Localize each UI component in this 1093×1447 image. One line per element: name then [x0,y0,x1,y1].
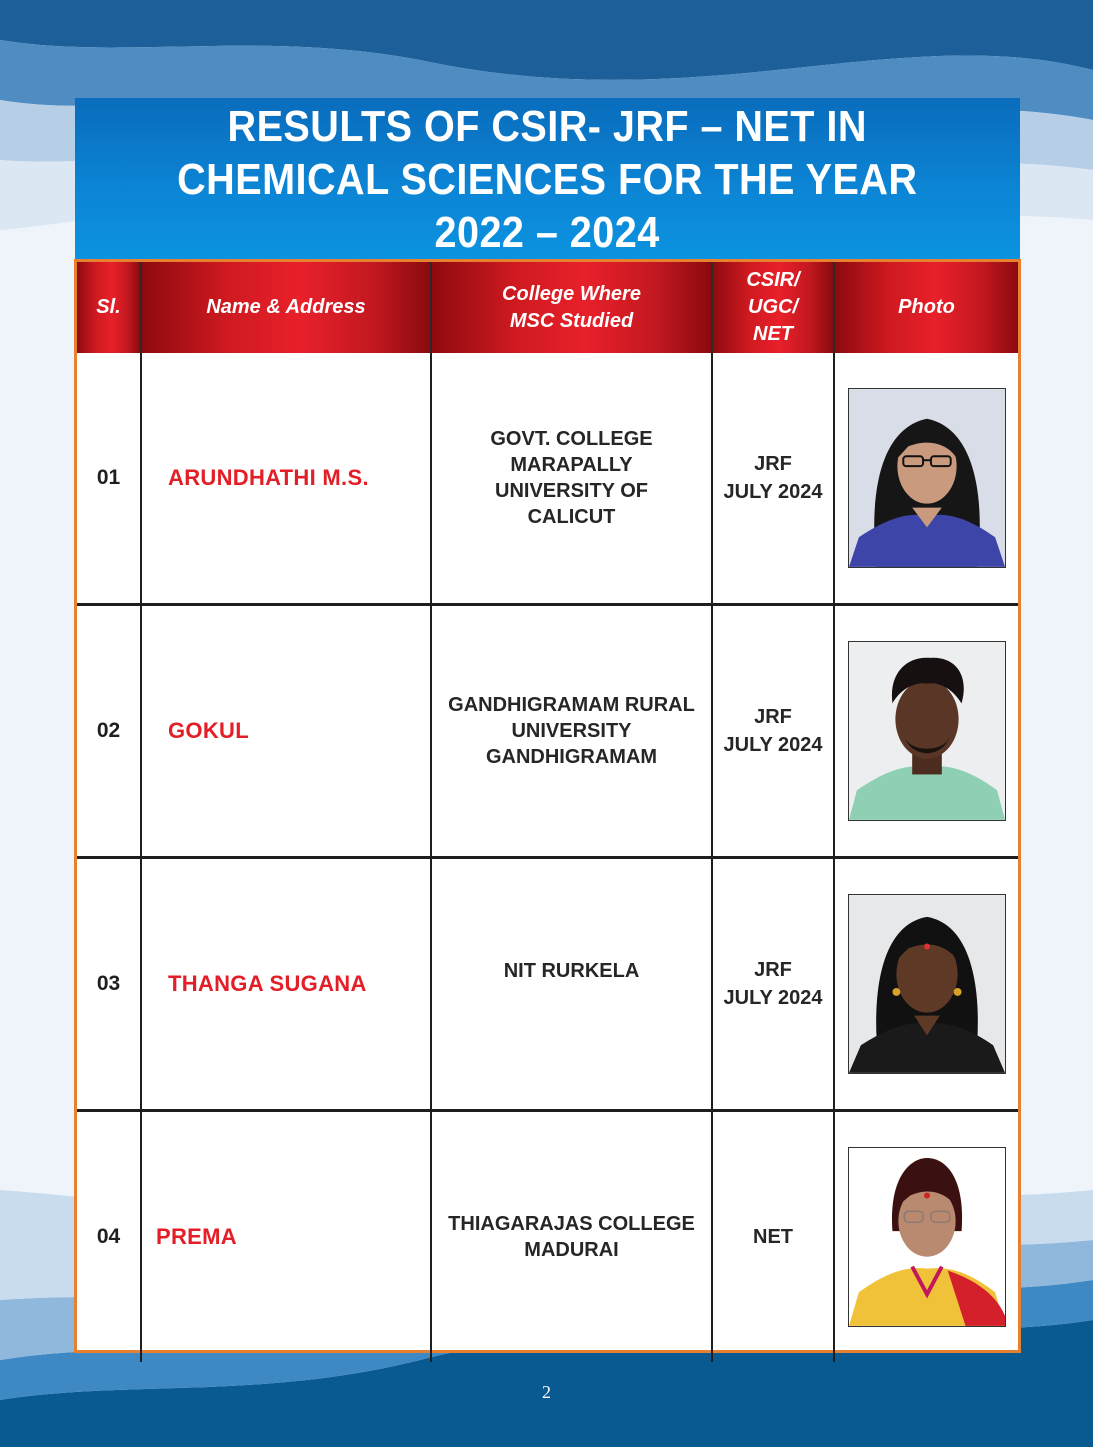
row-sl: 03 [77,858,141,1111]
header-photo: Photo [834,262,1018,353]
results-table-frame [74,259,1021,1353]
exam-line: JRF [754,706,792,728]
table-header-row [77,262,1018,353]
row-name: PREMA [141,1111,431,1363]
college-line: CALICUT [527,506,616,528]
title-line-1: RESULTS OF CSIR- JRF – NET IN [227,101,868,151]
row-name: GOKUL [141,605,431,858]
row-exam [712,858,834,1111]
row-photo-cell [834,1111,1018,1363]
row-college [431,858,712,1111]
college-line: GANDHIGRAMAM [485,746,658,768]
header-exam-line: NET [753,323,793,345]
exam-line: NET [753,1226,793,1248]
table-row [77,605,1018,858]
college-line: MARAPALLY [510,454,633,476]
college-line: UNIVERSITY OF [495,480,648,502]
title-banner [75,98,1020,260]
student-photo [848,641,1006,821]
title-line-3: 2022 – 2024 [434,207,661,257]
row-sl: 01 [96,466,121,489]
row-name: THANGA SUGANA [141,858,431,1111]
header-sl: Sl. [77,262,141,353]
row-exam [712,1111,834,1363]
row-photo-cell [834,858,1018,1111]
row-photo-cell [834,353,1018,605]
table-row [77,1111,1018,1363]
row-college [431,1111,712,1363]
college-line: MADURAI [524,1239,619,1261]
header-college-line: MSC Studied [509,309,634,332]
exam-line: JULY 2024 [723,734,823,756]
header-college [431,262,712,353]
header-college-line: College Where [502,282,641,305]
header-exam-line: CSIR/ [746,269,800,291]
table-row [77,353,1018,605]
row-exam [712,353,834,605]
header-exam-line: UGC/ [748,296,798,318]
college-line: NIT RURKELA [503,960,640,982]
exam-line: JULY 2024 [723,481,823,503]
row-exam [712,605,834,858]
table-row [77,858,1018,1111]
exam-line: JRF [754,959,792,981]
exam-line: JULY 2024 [723,987,823,1009]
row-college [431,605,712,858]
college-line: UNIVERSITY [511,720,632,742]
college-line: GANDHIGRAMAM RURAL [448,694,695,716]
college-line: GOVT. COLLEGE [490,428,653,450]
student-photo [848,894,1006,1074]
row-name: ARUNDHATHI M.S. [141,353,431,605]
title-line-2: CHEMICAL SCIENCES FOR THE YEAR [177,154,918,204]
page-number: 2 [542,1382,551,1402]
college-line: THIAGARAJAS COLLEGE [448,1213,695,1235]
header-exam [712,262,834,353]
row-photo-cell [834,605,1018,858]
row-college [431,353,712,605]
row-sl: 02 [77,605,141,858]
student-photo [848,388,1006,568]
exam-line: JRF [754,453,792,475]
header-name-address: Name & Address [141,262,431,353]
results-table [77,262,1018,1362]
row-sl: 04 [77,1111,141,1363]
student-photo [848,1147,1006,1327]
